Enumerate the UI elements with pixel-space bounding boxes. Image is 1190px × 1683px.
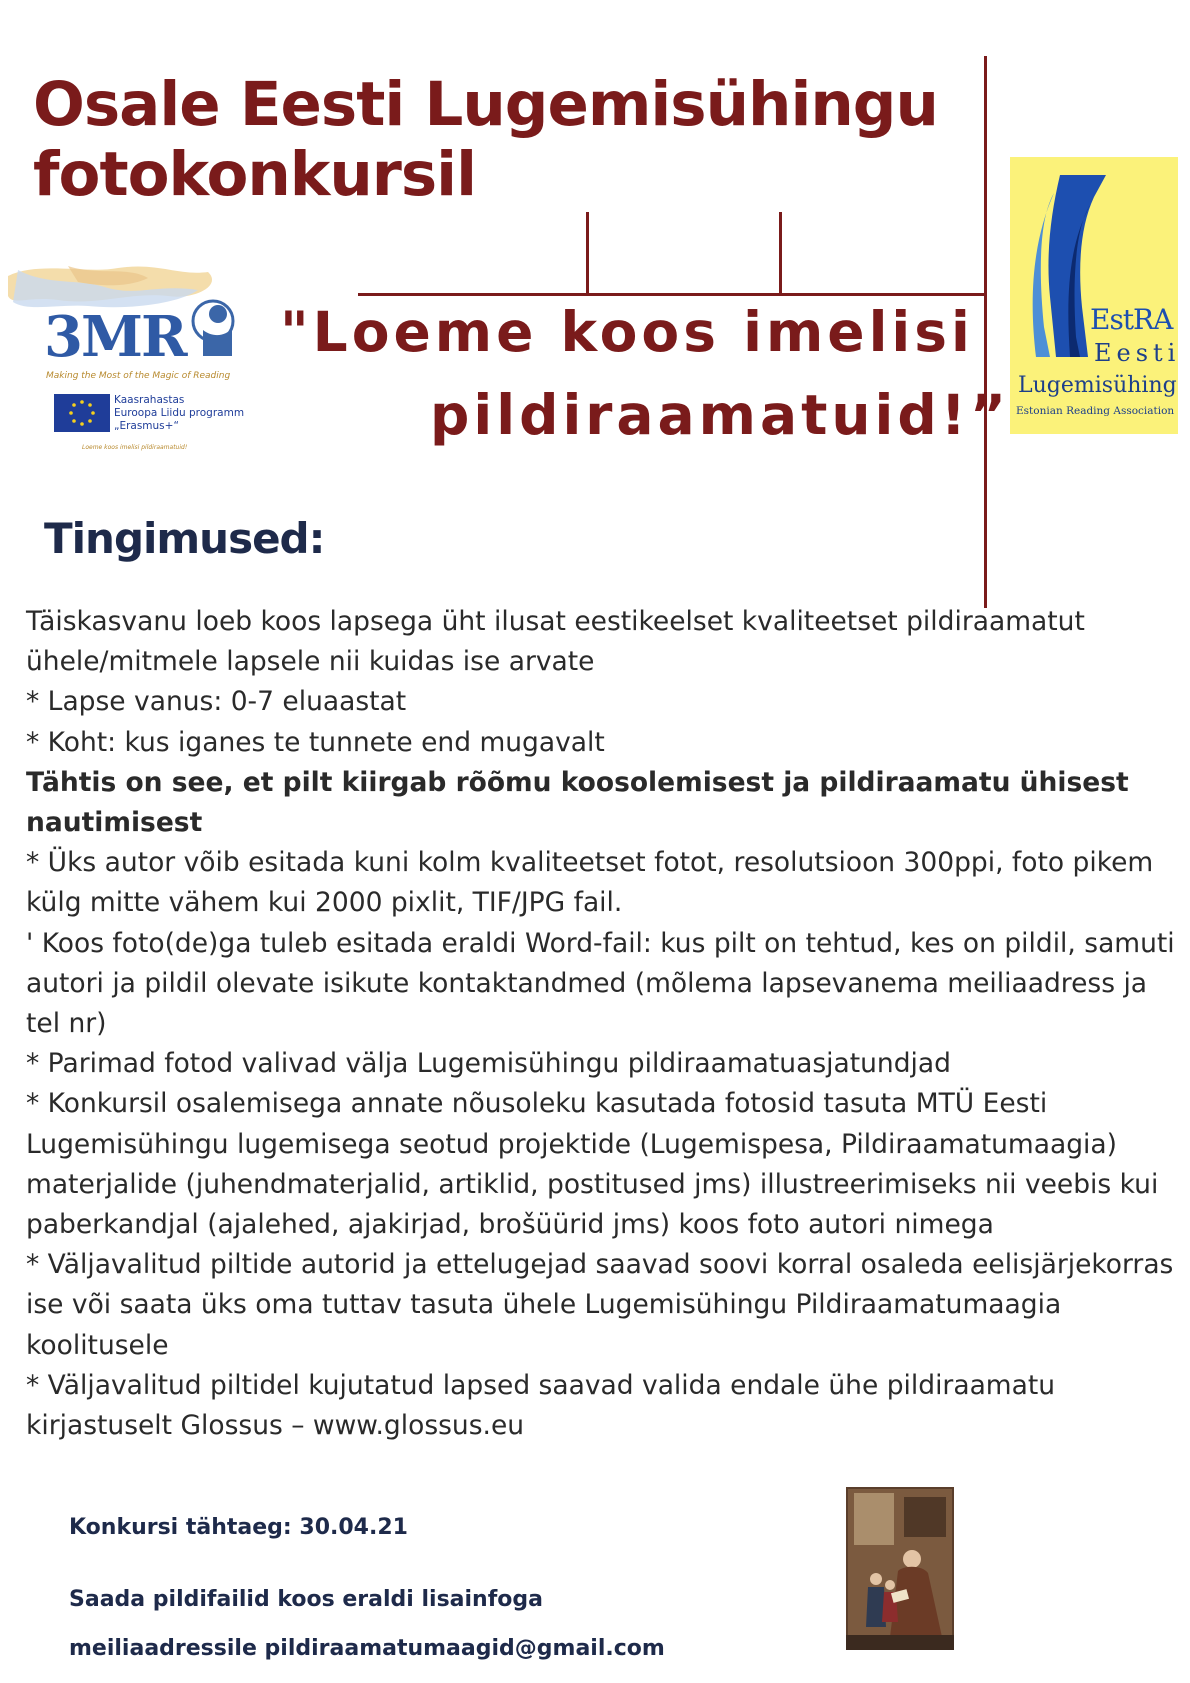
condition-intro: Täiskasvanu loeb koos lapsega üht ilusat eestikeelset kvaliteetset pildiraamatut ühele/mitmele lapsele nii kuidas ise arvate	[26, 606, 1085, 678]
conditions-body	[26, 602, 1176, 1446]
logo-3mr-tagline: Making the Most of the Magic of Reading	[46, 371, 231, 381]
slogan-line-1: "Loeme koos imelisi	[280, 300, 974, 364]
conditions-heading: Tingimused:	[44, 514, 325, 563]
eu-flag-icon	[54, 394, 110, 432]
condition-place: * Koht: kus iganes te tunnete end mugavalt	[26, 726, 605, 758]
logo-3mr	[8, 266, 258, 461]
divider-vertical-main	[984, 56, 987, 608]
condition-training: * Väljavalitud piltide autorid ja ettelugejad saavad soovi korral osaleda eelisjärjekorras ise või saata üks oma tuttav tasuta ühele Lugemisühingu Pildiraamatumaagia koolitusele	[26, 1249, 1174, 1361]
poster-title	[33, 69, 938, 210]
send-email: meiliaadressile pildiraamatumaagid@gmail.com	[69, 1636, 665, 1661]
estra-line-eesti: Eesti	[1094, 339, 1181, 367]
title-line-1: Osale Eesti Lugemisühingu	[33, 69, 938, 140]
divider-tick-right	[779, 212, 782, 295]
estra-line-english: Estonian Reading Association	[1016, 405, 1175, 417]
logo-3mr-wordmark: 3MR	[44, 304, 186, 370]
funding-line-1: Kaasrahastas	[114, 394, 185, 406]
logo-3mr-funding	[114, 394, 244, 433]
condition-prize: * Väljavalitud piltidel kujutatud lapsed saavad valida endale ühe pildiraamatu kirjastuselt Glossus – www.glossus.eu	[26, 1369, 1056, 1442]
divider-tick-left	[586, 212, 589, 295]
funding-line-2: Euroopa Liidu programm	[114, 407, 245, 419]
estra-line-lugemisyhing: Lugemisühing	[1018, 373, 1177, 398]
deadline-text: Konkursi tähtaeg: 30.04.21	[69, 1515, 408, 1540]
condition-photo-specs: * Üks autor võib esitada kuni kolm kvaliteetset fotot, resolutsioon 300ppi, foto pikem külg mitte vähem kui 2000 pixlit, TIF/JPG fail.	[26, 847, 1154, 919]
reading-mother-children-painting	[846, 1487, 954, 1650]
divider-horizontal	[358, 293, 986, 296]
painting-image	[846, 1487, 954, 1650]
title-line-2: fotokonkursil	[33, 139, 476, 210]
send-instructions: Saada pildifailid koos eraldi lisainfoga	[69, 1587, 543, 1612]
condition-important: Tähtis on see, et pilt kiirgab rõõmu koosolemisest ja pildiraamatu ühisest nautimisest	[26, 766, 1129, 839]
condition-jury: * Parimad fotod valivad välja Lugemisühingu pildiraamatuasjatundjad	[26, 1048, 951, 1080]
condition-age: * Lapse vanus: 0-7 eluaastat	[26, 686, 407, 718]
slogan-line-2: pildiraamatuid!”	[430, 383, 1010, 447]
funding-line-3: „Erasmus+“	[114, 420, 179, 432]
condition-consent: * Konkursil osalemisega annate nõusoleku kasutada fotosid tasuta MTÜ Eesti Lugemisühingu lugemisega seotud projektide (Lugemispesa, Pildiraamatumaagia) materjalide (juhendmaterjalid, artiklid, postitused jms) illustreerimiseks nii veebis kui paberkandjal (ajalehed, ajakirjad, brošüürid jms) koos foto autori nimega	[26, 1088, 1159, 1241]
logo-3mr-caption: Loeme koos imelisi pildiraamatuid!	[82, 444, 188, 451]
estra-acronym: EstRA	[1090, 303, 1173, 336]
condition-word-file: ' Koos foto(de)ga tuleb esitada eraldi Word-fail: kus pilt on tehtud, kes on pildil, samuti autori ja pildil olevate isikute kontaktandmed (mõlema lapsevanema meiliaadress ja tel nr)	[26, 927, 1175, 1040]
logo-estra	[1010, 157, 1181, 434]
